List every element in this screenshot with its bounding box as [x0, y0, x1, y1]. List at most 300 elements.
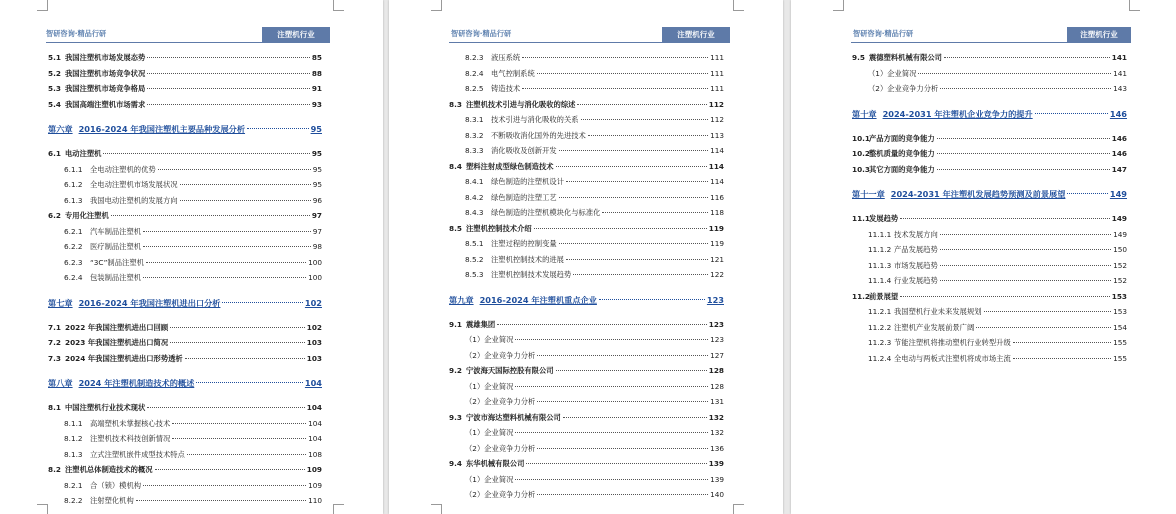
toc-entry[interactable]	[48, 351, 322, 367]
toc-entry[interactable]	[449, 348, 724, 364]
toc-entry-page-number: 119	[708, 223, 724, 233]
toc-entry[interactable]	[852, 131, 1127, 147]
toc-entry[interactable]	[852, 50, 1127, 66]
toc-entry[interactable]	[852, 162, 1127, 178]
toc-dot-leader	[602, 212, 708, 213]
crop-mark	[333, 0, 344, 11]
toc-entry-page-number: 114	[708, 161, 724, 171]
toc-entry-number: 6.2	[48, 211, 61, 220]
toc-entry-page-number: 104	[308, 418, 322, 428]
toc-entry[interactable]	[48, 66, 322, 82]
toc-dot-leader	[180, 200, 311, 201]
toc-entry[interactable]	[449, 472, 724, 488]
toc-entry-title: 注塑机产业发展前景广阔	[894, 322, 975, 332]
toc-entry-number: 11.1	[852, 214, 871, 223]
toc-entry-number: 9.5	[852, 53, 865, 62]
toc-entry[interactable]	[852, 66, 1127, 82]
toc-dot-leader	[526, 463, 706, 464]
toc-entry-title: 合（锁）模机构	[90, 480, 142, 490]
toc-entry-number: 9.1	[449, 319, 462, 329]
toc-entry-page-number: 146	[1109, 108, 1127, 119]
crop-mark	[1129, 0, 1140, 11]
toc-dot-leader	[537, 448, 708, 449]
document-page-2	[389, 0, 783, 514]
toc-entry[interactable]	[852, 81, 1127, 97]
toc-entry[interactable]	[48, 478, 322, 494]
toc-entry-page-number: 139	[708, 459, 724, 468]
toc-dot-leader	[556, 370, 707, 371]
toc-entry-page-number: 100	[308, 273, 322, 282]
toc-entry-title: （2）企业竞争力分析	[465, 443, 536, 453]
toc-entry-number: 8.5.3	[465, 270, 484, 279]
toc-entry-page-number: 139	[710, 474, 724, 484]
toc-entry[interactable]	[449, 143, 724, 159]
toc-dot-leader	[937, 138, 1110, 139]
toc-entry[interactable]	[48, 416, 322, 432]
toc-entry-title: 2024-2031 年注塑机企业竞争力的提升	[882, 108, 1033, 119]
header-industry-tab: 注塑机行业	[1067, 27, 1131, 42]
toc-dot-leader	[537, 494, 708, 495]
toc-entry-page-number: 103	[306, 353, 322, 363]
toc-dot-leader	[940, 265, 1111, 266]
toc-entry[interactable]	[48, 431, 322, 447]
toc-entry-page-number: 112	[708, 99, 724, 109]
toc-chapter-entry[interactable]	[48, 375, 322, 392]
toc-entry-page-number: 123	[710, 335, 724, 344]
toc-entry-title: 东华机械有限公司	[466, 459, 525, 468]
toc-entry-page-number: 111	[710, 68, 724, 78]
toc-entry-page-number: 146	[1111, 149, 1127, 158]
toc-entry[interactable]	[852, 289, 1127, 305]
toc-entry[interactable]	[852, 304, 1127, 320]
toc-entry-number: 11.1.3	[868, 260, 892, 270]
toc-entry[interactable]	[48, 335, 322, 351]
document-page-1	[0, 0, 383, 514]
toc-entry-title: 2016-2024 年我国注塑机主要品种发展分析	[78, 124, 246, 134]
toc-chapter-entry[interactable]	[48, 121, 322, 138]
toc-entry-title: 中国注塑机行业技术现状	[65, 403, 146, 412]
toc-entry-number: 8.2.5	[465, 84, 484, 93]
toc-dot-leader	[900, 218, 1110, 219]
toc-entry-page-number: 97	[311, 211, 322, 220]
toc-entry-number: 11.1.4	[868, 276, 892, 285]
toc-entry-page-number: 88	[311, 68, 322, 78]
toc-entry[interactable]	[449, 332, 724, 348]
toc-list	[449, 50, 724, 503]
toc-entry-page-number: 155	[1113, 353, 1127, 363]
toc-dot-leader	[497, 324, 707, 325]
toc-entry-page-number: 114	[710, 177, 724, 186]
toc-entry-page-number: 97	[312, 226, 322, 236]
toc-entry-number: 11.1.1	[868, 229, 892, 239]
toc-entry-number: 第七章	[48, 297, 73, 308]
toc-entry-page-number: 104	[304, 378, 322, 388]
toc-entry-page-number: 149	[1113, 229, 1127, 239]
toc-entry-number: 7.3	[48, 353, 61, 363]
toc-entry-title: （2）企业竞争力分析	[465, 490, 536, 499]
toc-entry-title: （2）企业竞争力分析	[868, 84, 939, 93]
toc-entry-title: 2023 年我国注塑机进出口简况	[65, 338, 169, 347]
toc-entry-title: 注塑机技术引进与消化吸收的综述	[466, 99, 576, 109]
toc-entry-page-number: 104	[308, 434, 322, 443]
toc-entry[interactable]	[852, 242, 1127, 258]
toc-entry-number: 5.2	[48, 68, 61, 78]
header-rule	[449, 42, 730, 43]
toc-entry[interactable]	[48, 447, 322, 463]
toc-entry-number: 8.5.1	[465, 239, 484, 248]
toc-dot-leader	[944, 57, 1110, 58]
toc-entry-page-number: 149	[1109, 189, 1127, 199]
toc-entry-number: 5.1	[48, 53, 61, 62]
toc-entry-title: 塑料注射成型绿色制造技术	[466, 161, 554, 171]
toc-entry-page-number: 95	[312, 164, 322, 174]
toc-entry[interactable]	[449, 205, 724, 221]
toc-entry-number: 6.1.2	[64, 180, 83, 189]
toc-entry-page-number: 131	[710, 397, 724, 406]
toc-entry-page-number: 110	[308, 496, 322, 505]
header-rule	[851, 42, 1131, 43]
toc-dot-leader	[522, 57, 708, 58]
toc-entry-number: 8.2.3	[465, 53, 484, 62]
header-brand: 智研咨询·精品行研	[451, 29, 512, 38]
toc-entry[interactable]	[852, 258, 1127, 274]
toc-entry[interactable]	[48, 162, 322, 178]
toc-entry[interactable]	[852, 273, 1127, 289]
toc-entry-title: 电气控制系统	[491, 68, 535, 78]
toc-dot-leader	[147, 88, 310, 89]
document-page-3	[791, 0, 1176, 514]
toc-entry[interactable]	[449, 221, 724, 237]
toc-chapter-entry[interactable]	[852, 186, 1127, 203]
toc-entry-page-number: 116	[710, 192, 724, 202]
toc-entry-title: 铸造技术	[491, 84, 521, 93]
toc-entry-number: 9.2	[449, 366, 462, 375]
toc-entry-page-number: 111	[710, 84, 724, 93]
toc-entry-title: 技术发展方向	[894, 229, 938, 239]
toc-entry-page-number: 155	[1113, 338, 1127, 347]
toc-dot-leader	[559, 150, 708, 151]
toc-entry-title: “3C”制品注塑机	[90, 257, 144, 267]
toc-entry-page-number: 93	[311, 99, 322, 109]
toc-entry-title: 全电动注塑机的优势	[90, 164, 156, 174]
toc-entry[interactable]	[48, 208, 322, 224]
toc-entry-number: 7.2	[48, 338, 61, 347]
toc-entry-page-number: 121	[710, 254, 724, 264]
toc-entry[interactable]	[48, 493, 322, 509]
toc-chapter-entry[interactable]	[852, 106, 1127, 123]
toc-dot-leader	[976, 327, 1111, 328]
toc-entry[interactable]	[48, 320, 322, 336]
toc-entry[interactable]	[449, 97, 724, 113]
toc-entry-page-number: 132	[710, 428, 724, 437]
crop-mark	[431, 504, 442, 514]
toc-dot-leader	[1013, 358, 1111, 359]
toc-entry-page-number: 95	[311, 149, 322, 158]
toc-dot-leader	[918, 73, 1111, 74]
toc-dot-leader	[534, 228, 707, 229]
toc-entry-page-number: 91	[311, 84, 322, 93]
toc-dot-leader	[566, 181, 708, 182]
toc-entry[interactable]	[449, 81, 724, 97]
toc-entry-title: 注塑机控制技术发展趋势	[491, 270, 572, 279]
toc-entry-title: 绿色制造的注塑工艺	[491, 192, 557, 202]
toc-dot-leader	[559, 197, 708, 198]
toc-entry-number: 5.4	[48, 99, 61, 109]
toc-entry[interactable]	[48, 177, 322, 193]
toc-entry-number: 11.2.1	[868, 307, 892, 316]
toc-entry-title: 2016-2024 年注塑机重点企业	[479, 294, 597, 305]
header-rule	[46, 42, 330, 43]
toc-dot-leader	[147, 407, 305, 408]
toc-entry-title: 电动注塑机	[65, 149, 102, 158]
toc-entry-title: （1）企业简况	[465, 474, 514, 484]
toc-dot-leader	[515, 339, 708, 340]
toc-entry-page-number: 95	[310, 124, 322, 134]
toc-entry-page-number: 85	[311, 53, 322, 62]
toc-entry-title: 我国注塑机市场竞争格局	[65, 84, 146, 93]
toc-entry[interactable]	[449, 66, 724, 82]
toc-entry-page-number: 128	[710, 381, 724, 391]
toc-entry-number: 6.2.4	[64, 273, 83, 282]
toc-entry-number: 8.2	[48, 465, 61, 474]
toc-entry[interactable]	[852, 335, 1127, 351]
toc-entry[interactable]	[449, 159, 724, 175]
toc-entry-page-number: 103	[306, 338, 322, 347]
toc-entry-title: 全电动与两板式注塑机将成市场主流	[894, 353, 1011, 363]
toc-entry[interactable]	[449, 128, 724, 144]
toc-dot-leader	[940, 88, 1111, 89]
toc-entry[interactable]	[48, 239, 322, 255]
toc-entry-page-number: 122	[710, 270, 724, 279]
crop-mark	[431, 0, 442, 11]
crop-mark	[37, 504, 48, 514]
toc-entry[interactable]	[449, 174, 724, 190]
toc-entry-title: 我国电动注塑机的发展方向	[90, 195, 178, 205]
toc-entry-number: 9.4	[449, 459, 462, 468]
toc-entry-title: 2022 年我国注塑机进出口回顾	[65, 322, 169, 332]
toc-entry[interactable]	[48, 193, 322, 209]
toc-entry-title: 产品发展趋势	[894, 245, 938, 254]
toc-entry-page-number: 104	[306, 403, 322, 412]
toc-entry-title: 注塑机控制技术的进展	[491, 254, 564, 264]
toc-entry[interactable]	[449, 112, 724, 128]
toc-entry-title: 包装制品注塑机	[90, 273, 142, 282]
toc-entry-page-number: 146	[1111, 133, 1127, 143]
toc-entry[interactable]	[48, 146, 322, 162]
toc-entry-title: 高端塑机未掌握核心技术	[90, 418, 171, 428]
toc-entry-number: 8.1.1	[64, 418, 83, 428]
toc-entry-number: 11.2.4	[868, 353, 892, 363]
toc-entry[interactable]	[48, 462, 322, 478]
toc-entry-number: 11.2.2	[868, 322, 892, 332]
toc-dot-leader	[537, 73, 708, 74]
toc-entry[interactable]	[48, 81, 322, 97]
toc-entry-number: 第六章	[48, 124, 73, 134]
toc-entry-title: 宁波海天国际控股有限公司	[466, 366, 554, 375]
toc-dot-leader	[111, 215, 310, 216]
crop-mark	[833, 0, 844, 11]
toc-dot-leader	[1067, 193, 1108, 194]
toc-entry-number: 8.1.2	[64, 434, 83, 443]
toc-entry[interactable]	[852, 320, 1127, 336]
toc-entry-number: 11.2.3	[868, 338, 892, 347]
toc-entry-page-number: 109	[308, 480, 322, 490]
toc-dot-leader	[172, 423, 306, 424]
toc-entry-title: （1）企业简况	[868, 68, 917, 78]
toc-entry[interactable]	[48, 224, 322, 240]
toc-dot-leader	[940, 280, 1111, 281]
toc-entry[interactable]	[449, 394, 724, 410]
toc-dot-leader	[559, 243, 708, 244]
toc-chapter-entry[interactable]	[449, 292, 724, 309]
toc-entry-page-number: 152	[1113, 260, 1127, 270]
toc-entry[interactable]	[449, 410, 724, 426]
toc-entry-page-number: 123	[706, 294, 724, 305]
toc-list	[852, 50, 1127, 366]
toc-entry-title: 注射塑化机构	[90, 496, 134, 505]
toc-entry-page-number: 102	[306, 322, 322, 332]
toc-entry-number: 8.4	[449, 161, 462, 171]
toc-entry-number: 8.3	[449, 99, 462, 109]
toc-entry-number: 10.1	[852, 133, 871, 143]
toc-entry[interactable]	[852, 146, 1127, 162]
toc-entry-page-number: 152	[1113, 276, 1127, 285]
toc-entry-title: （1）企业简况	[465, 381, 514, 391]
toc-entry[interactable]	[449, 363, 724, 379]
toc-dot-leader	[599, 299, 705, 300]
toc-entry-number: 11.1.2	[868, 245, 892, 254]
toc-entry-title: 我国高端注塑机市场需求	[65, 99, 146, 109]
toc-entry[interactable]	[48, 400, 322, 416]
toc-dot-leader	[515, 386, 708, 387]
toc-entry-page-number: 128	[708, 366, 724, 375]
toc-entry-number: 5.3	[48, 84, 61, 93]
toc-entry-page-number: 150	[1113, 245, 1127, 254]
toc-dot-leader	[143, 485, 306, 486]
toc-dot-leader	[1013, 342, 1111, 343]
toc-dot-leader	[573, 274, 708, 275]
toc-entry-page-number: 153	[1111, 291, 1127, 301]
toc-entry-page-number: 147	[1111, 164, 1127, 174]
toc-entry-page-number: 102	[304, 297, 322, 308]
toc-entry[interactable]	[449, 317, 724, 333]
toc-entry-title: 注塑机总体制造技术的概况	[65, 465, 153, 474]
toc-entry-title: 震德塑料机械有限公司	[869, 53, 942, 62]
toc-chapter-entry[interactable]	[48, 295, 322, 312]
toc-dot-leader	[588, 135, 708, 136]
toc-entry[interactable]	[449, 190, 724, 206]
toc-entry[interactable]	[449, 267, 724, 283]
toc-entry-page-number: 113	[710, 130, 724, 140]
toc-entry-number: 8.2.2	[64, 496, 83, 505]
toc-entry-title: 节能注塑机将推动塑机行业转型升级	[894, 338, 1011, 347]
toc-entry[interactable]	[449, 50, 724, 66]
toc-entry[interactable]	[852, 227, 1127, 243]
toc-entry[interactable]	[449, 487, 724, 503]
toc-entry-title: 医疗制品注塑机	[90, 242, 142, 251]
crop-mark	[333, 504, 344, 514]
toc-entry[interactable]	[48, 270, 322, 286]
toc-entry[interactable]	[449, 252, 724, 268]
toc-entry-number: 6.2.2	[64, 242, 83, 251]
toc-entry-number: 8.5.2	[465, 254, 484, 264]
toc-entry-title: （2）企业竞争力分析	[465, 397, 536, 406]
toc-entry-number: 8.5	[449, 223, 462, 233]
toc-entry-page-number: 119	[710, 239, 724, 248]
toc-entry[interactable]	[449, 425, 724, 441]
toc-entry-page-number: 95	[312, 180, 322, 189]
toc-entry[interactable]	[449, 441, 724, 457]
toc-dot-leader	[222, 302, 302, 303]
toc-dot-leader	[577, 104, 706, 105]
toc-dot-leader	[147, 57, 310, 58]
toc-entry[interactable]	[48, 255, 322, 271]
toc-dot-leader	[180, 184, 311, 185]
toc-entry[interactable]	[449, 456, 724, 472]
toc-entry-number: 8.4.1	[465, 177, 484, 186]
toc-entry-title: 汽车制品注塑机	[90, 226, 142, 236]
toc-dot-leader	[143, 246, 311, 247]
toc-dot-leader	[172, 438, 306, 439]
toc-entry-page-number: 154	[1113, 322, 1127, 332]
toc-entry-title: 绿色制造的注塑机设计	[491, 177, 564, 186]
toc-entry[interactable]	[852, 211, 1127, 227]
toc-entry-number: 第十章	[852, 108, 877, 119]
toc-dot-leader	[556, 166, 707, 167]
toc-entry-page-number: 140	[710, 490, 724, 499]
toc-entry[interactable]	[449, 236, 724, 252]
toc-entry-number: 8.4.3	[465, 208, 484, 217]
toc-dot-leader	[247, 128, 309, 129]
toc-entry-number: 8.3.2	[465, 130, 484, 140]
toc-entry[interactable]	[852, 351, 1127, 367]
toc-dot-leader	[147, 73, 310, 74]
toc-entry-page-number: 143	[1113, 84, 1127, 93]
toc-entry-number: 6.2.1	[64, 226, 83, 236]
toc-entry-page-number: 141	[1113, 68, 1127, 78]
toc-entry-title: 发展趋势	[869, 214, 899, 223]
toc-dot-leader	[900, 296, 1110, 297]
crop-mark	[37, 0, 48, 11]
toc-entry-title: 产品方面的竞争能力	[869, 133, 935, 143]
crop-mark	[733, 504, 744, 514]
toc-entry-number: 6.1.3	[64, 195, 83, 205]
toc-dot-leader	[187, 454, 306, 455]
toc-entry[interactable]	[449, 379, 724, 395]
toc-entry-title: 消化吸收及创新开发	[491, 146, 557, 155]
toc-entry-number: 10.3	[852, 164, 871, 174]
toc-entry-title: 液压系统	[491, 53, 521, 62]
toc-entry-title: 震雄集团	[466, 319, 496, 329]
header-brand: 智研咨询·精品行研	[46, 29, 107, 38]
toc-entry-title: （1）企业简况	[465, 335, 514, 344]
toc-entry-title: 前景展望	[869, 291, 899, 301]
toc-dot-leader	[136, 500, 306, 501]
toc-entry-page-number: 96	[312, 195, 322, 205]
toc-dot-leader	[515, 479, 708, 480]
toc-entry-title: 注塑过程的控制变量	[491, 239, 557, 248]
header-brand: 智研咨询·精品行研	[853, 29, 914, 38]
toc-entry-number: 11.2	[852, 291, 871, 301]
toc-entry-number: 6.1	[48, 149, 61, 158]
toc-entry-title: 注塑机技术科技创新情况	[90, 434, 171, 443]
toc-entry-title: 2016-2024 年我国注塑机进出口分析	[78, 297, 221, 308]
toc-entry-number: 8.2.4	[465, 68, 484, 78]
toc-entry-title: 技术引进与消化吸收的关系	[491, 115, 579, 124]
toc-entry[interactable]	[48, 50, 322, 66]
toc-entry-title: 我国注塑机市场竞争状况	[65, 68, 146, 78]
toc-entry[interactable]	[48, 97, 322, 113]
